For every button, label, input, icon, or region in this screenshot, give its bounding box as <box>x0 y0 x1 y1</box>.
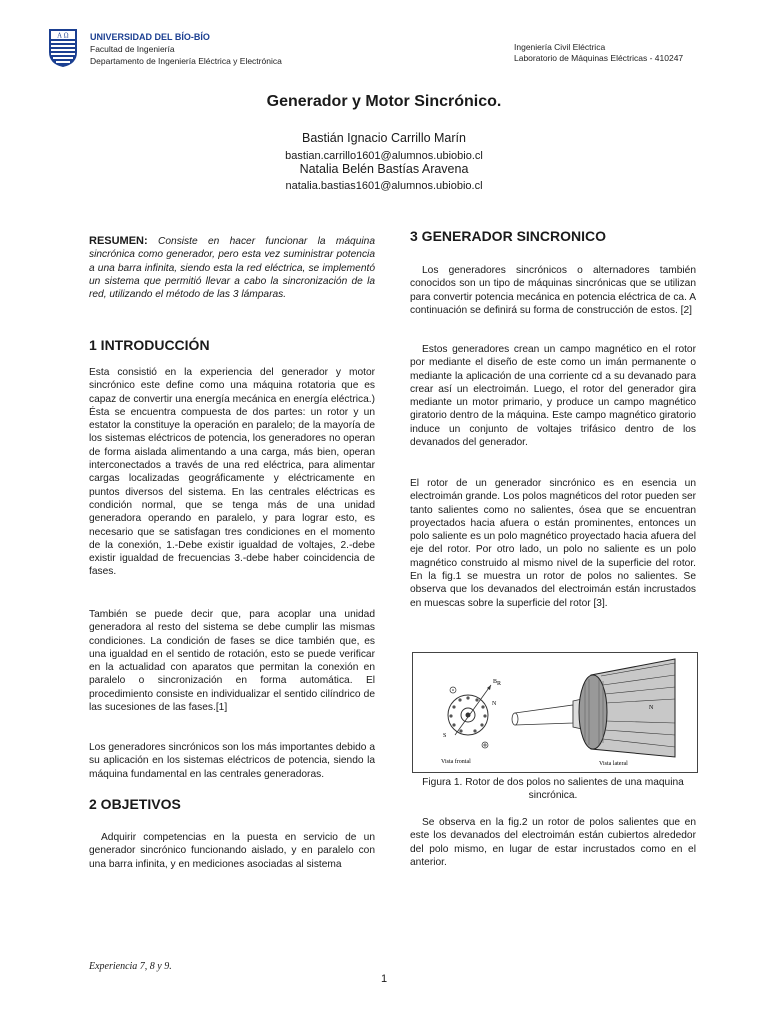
paragraph: Adquirir competencias en la puesta en servicio de un generador sincrónico funcionando aislado, y en paralelo con una barra infinita, y en mediciones asociadas al sistema <box>89 832 375 870</box>
paper-title: Generador y Motor Sincrónico. <box>266 93 502 110</box>
paragraph: Los generadores sincrónicos son los más importantes debido a su aplicación en los sistemas eléctricos de potencia, siendo la máquina fundamental en las centrales generadoras. <box>89 742 375 780</box>
rotor-figure <box>412 652 698 773</box>
paragraph: También se puede decir que, para acoplar una unidad generadora al resto del sistema se debe cumplir las mismas condiciones. La condición de fases se dice también que, es una igualdad en el sentido de rotación, esto se puede verificar en la actualidad con aparatos que permitan la conexión en paralelo o sincronización en forma automática. El procedimiento consiste en individualizar el sentido cilíndrico de las sucesiones de las fases.[1] <box>89 609 375 714</box>
program-name: Ingeniería Civil Eléctrica <box>514 42 606 52</box>
label-b-sub: R <box>497 681 502 687</box>
rotor-drawing <box>413 653 697 772</box>
author-name: Bastián Ignacio Carrillo Marín <box>302 131 466 145</box>
label-b: B <box>493 679 498 685</box>
label-n-side: N <box>649 705 654 711</box>
author-name: Natalia Belén Bastías Aravena <box>299 162 469 176</box>
section-heading: 1 INTRODUCCIÓN <box>89 337 210 353</box>
paragraph: El rotor de un generador sincrónico es en esencia un electroimán grande. Los polos magnéticos del rotor pueden ser tanto salientes como no salientes, ósea que se encuentran proyectados hacia afuera o están prominentes, entonces un polo saliente es un polo magnético proyectado hacia afuera del eje del rotor. Por otro lado, un polo no saliente es un polo magnético construido al mismo nivel de la superficie del rotor. En la fig.1 se muestra un rotor de polos no salientes. Se observa que los devanados del electroimán están incrustados en muescas sobre la superficie del rotor [3]. <box>410 478 696 609</box>
faculty-name: Facultad de Ingeniería <box>90 44 175 54</box>
page-number: 1 <box>380 973 388 985</box>
label-n-front: N <box>492 701 497 707</box>
paragraph: Esta consistió en la experiencia del generador y motor sincrónico este define como una máquina rotatoria que es capaz de convertir una energía mecánica en energía eléctrica.) Ésta se encuentra compuesta de dos partes: un rotor y un estator la constituye la operación en paralelo; de la mayoría de los sistemas eléctricos de potencia, los generadores no operan de forma aislada alimentando a una carga, más bien, operan interconectados a través de una red eléctrica, para alimentar cargas localizadas geográficamente y eléctricamente en puntos diversos del sistema. En las centrales eléctricas es condición normal, que se tenga más de una unidad generadora operando en paralelo, y para lograr esto, es necesario que se satisfagan tres condiciones en el momento de la conexión, 1.-Debe existir igualdad de voltajes, 2.-debe existir igualdad de frecuencias 3.-debe haber coincidencia de fases. <box>89 367 375 578</box>
figure-caption: Figura 1. Rotor de dos polos no salientes de una maquina sincrónica. <box>422 777 684 801</box>
section-heading: 3 GENERADOR SINCRONICO <box>410 228 607 244</box>
department-name: Departamento de Ingeniería Eléctrica y Electrónica <box>90 56 282 66</box>
university-logo <box>48 28 78 68</box>
abstract-text: Consiste en hacer funcionar la máquina sincrónica como generador, pero esta vez suministrar potencia a una barra infinita, siendo esta la red eléctrica, se implementó un sistema que permitió llevar a cabo la sincronización de la red, utilizando el método de las 3 lámparas. <box>89 236 375 301</box>
author-email: natalia.bastias1601@alumnos.ubiobio.cl <box>285 180 483 192</box>
abstract-label: RESUMEN: <box>89 235 148 247</box>
university-name: UNIVERSIDAD DEL BÍO-BÍO <box>90 32 210 42</box>
label-front-view: Vista frontal <box>441 759 471 765</box>
label-s-front: S <box>443 733 447 739</box>
svg-text:A Ω: A Ω <box>57 32 69 40</box>
footer-note: Experiencia 7, 8 y 9. <box>89 961 172 972</box>
label-side-view: Vista lateral <box>599 761 628 767</box>
paragraph: Se observa en la fig.2 un rotor de polos salientes que en este los devanados del electroimán están cubiertos alrededor del polo mismo, en lugar de estar incrustados como en el anterior. <box>410 817 696 868</box>
section-heading: 2 OBJETIVOS <box>89 796 181 812</box>
abstract <box>89 235 375 301</box>
paragraph: Los generadores sincrónicos o alternadores también conocidos son un tipo de máquinas sincrónicas que se utilizan para convertir potencia mecánica en potencia eléctrica de ca. A continuación se definirá su forma de construcción de estos. [2] <box>410 265 696 316</box>
course-name: Laboratorio de Máquinas Eléctricas - 410247 <box>514 53 684 63</box>
paragraph: Estos generadores crean un campo magnético en el rotor por mediante el diseño de este como un imán permanente o mediante la aplicación de una corriente cd a su devanado para crear así un electroimán. Luego, el rotor del generador gira mediante un motor primario, y produce un campo magnético giratorio dentro de la máquina. Este campo magnético giratorio induce un conjunto de voltajes trifásico dentro de los devanados del generador. <box>410 344 696 449</box>
author-email: bastian.carrillo1601@alumnos.ubiobio.cl <box>285 150 483 162</box>
